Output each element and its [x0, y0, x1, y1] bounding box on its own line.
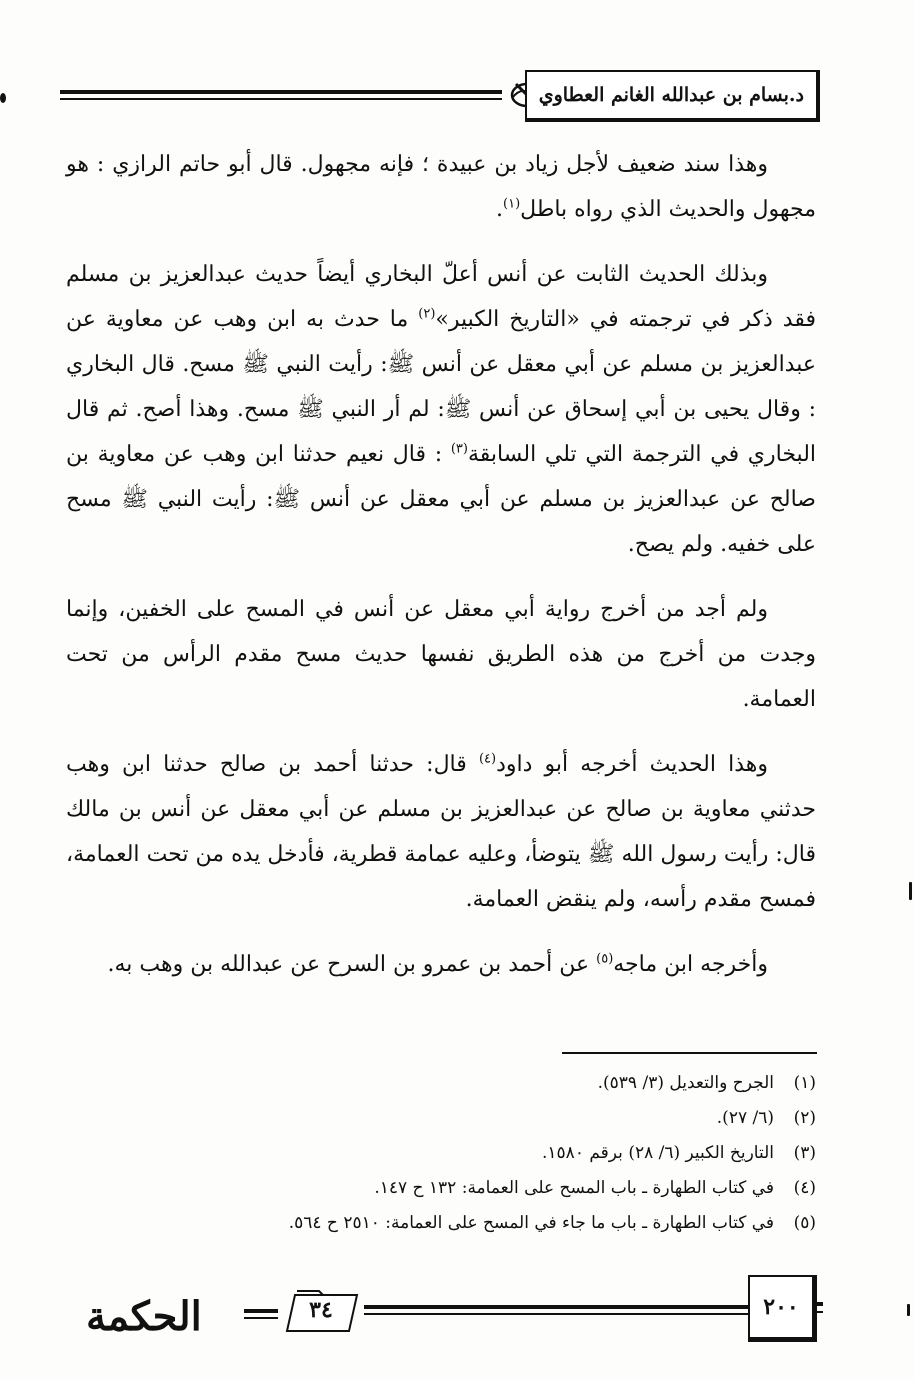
page-number: ٢٠٠ [748, 1275, 817, 1342]
page-footer [0, 1275, 915, 1379]
footnote-number: (١) [793, 1073, 816, 1093]
footnote-mark: (٤) [478, 751, 497, 767]
footnote [66, 1206, 816, 1241]
paragraph-text: عن أحمد بن عمرو بن السرح عن عبدالله بن وهب به. [107, 952, 590, 977]
paragraph-text: قال: حدثنا أحمد بن صالح حدثنا ابن وهب حدثني معاوية بن صالح عن عبدالعزيز بن مسلم عن أبي معقل عن أنس بن مالك قال: رأيت رسول الله ﷺ يتوضأ، وعليه عمامة قطرية، فأدخل يده من تحت العمامة، فمسح مقدم رأسه، ولم ينقض العمامة. [66, 752, 816, 912]
scan-mark [909, 882, 912, 900]
paragraph [66, 587, 816, 722]
footnote [66, 1066, 816, 1101]
footnote-number: (٢) [793, 1108, 816, 1128]
footnote-text: في كتاب الطهارة ـ باب ما جاء في المسح على العمامة: ٢٥١٠ ح ٥٦٤. [288, 1213, 774, 1233]
paragraph [66, 742, 816, 922]
footnote-number: (٥) [793, 1213, 816, 1233]
footnote-text: الجرح والتعديل (٣/ ٥٣٩). [597, 1073, 774, 1093]
footnote-number: (٤) [793, 1178, 816, 1198]
footer-rule [244, 1317, 278, 1319]
scan-mark [0, 93, 6, 103]
footnote-separator [562, 1052, 817, 1054]
paragraph [66, 252, 816, 567]
paragraph-text: : قال نعيم حدثنا ابن وهب عن معاوية بن صالح عن عبدالعزيز بن مسلم عن أبي معقل عن أنس ﷺ: رأيت النبي ﷺ مسح على خفيه. ولم يصح. [66, 442, 816, 557]
paragraph-text: وأخرجه ابن ماجه [613, 952, 768, 977]
footnote [66, 1101, 816, 1136]
author-name: د.بسام بن عبدالله الغانم العطاوي [525, 70, 820, 122]
paragraph [66, 942, 816, 987]
footnote-text: التاريخ الكبير (٦/ ٢٨) برقم ١٥٨٠. [542, 1143, 774, 1163]
footnote-number: (٣) [793, 1143, 816, 1163]
issue-number: ٣٤ [309, 1297, 333, 1323]
paragraph-text: وهذا سند ضعيف لأجل زياد بن عبيدة ؛ فإنه مجهول. قال أبو حاتم الرازي : هو مجهول والحديث الذي رواه باطل [66, 152, 816, 222]
article-body [66, 142, 816, 1007]
footnote-mark: (٣) [450, 441, 468, 457]
footnotes [66, 1066, 816, 1241]
footer-rule [815, 1302, 823, 1306]
paragraph-text: ما حدث به ابن وهب عن معاوية عن عبدالعزيز بن مسلم عن أبي معقل عن أنس ﷺ: رأيت النبي ﷺ مسح. قال البخاري : وقال يحيى بن أبي إسحاق عن أنس ﷺ: لم أر النبي ﷺ مسح. وهذا أصح. ثم قال البخاري في الترجمة التي تلي السابقة [66, 307, 817, 467]
footnote-mark: (٥) [596, 951, 614, 967]
footnote-text: في كتاب الطهارة ـ باب المسح على العمامة: ١٣٢ ح ١٤٧. [374, 1178, 774, 1198]
footer-rule [244, 1309, 278, 1313]
footnote [66, 1171, 816, 1206]
scan-mark [907, 1304, 910, 1316]
footnote [66, 1136, 816, 1171]
footer-rule [364, 1313, 748, 1315]
page-header [60, 62, 820, 126]
footnote-mark: (١) [503, 196, 521, 212]
paragraph-text: وهذا الحديث أخرجه أبو داود [496, 752, 768, 777]
journal-name: الحكمة [86, 1293, 202, 1340]
paragraph: وهذا سند ضعيف لأجل زياد بن عبيدة ؛ فإنه مجهول. قال أبو حاتم الرازي : هو مجهول والحديث الذي رواه باطل$^{(١)}$. [66, 152, 816, 222]
header-rule [60, 90, 502, 104]
paragraph-text: وبذلك الحديث الثابت عن أنس أعلّ البخاري أيضاً حديث عبدالعزيز بن مسلم فقد ذكر في ترجمته في «التاريخ الكبير» [66, 262, 816, 332]
footnote-mark: (٢) [418, 306, 436, 322]
paragraph-text: ولم أجد من أخرج رواية أبي معقل عن أنس في المسح على الخفين، وإنما وجدت من أخرج من هذه الطريق نفسها حديث مسح مقدم الرأس من تحت العمامة. [66, 597, 816, 712]
footer-rule [815, 1311, 823, 1313]
footnote-text: (٦/ ٢٧). [716, 1108, 774, 1128]
footer-rule [364, 1305, 748, 1309]
